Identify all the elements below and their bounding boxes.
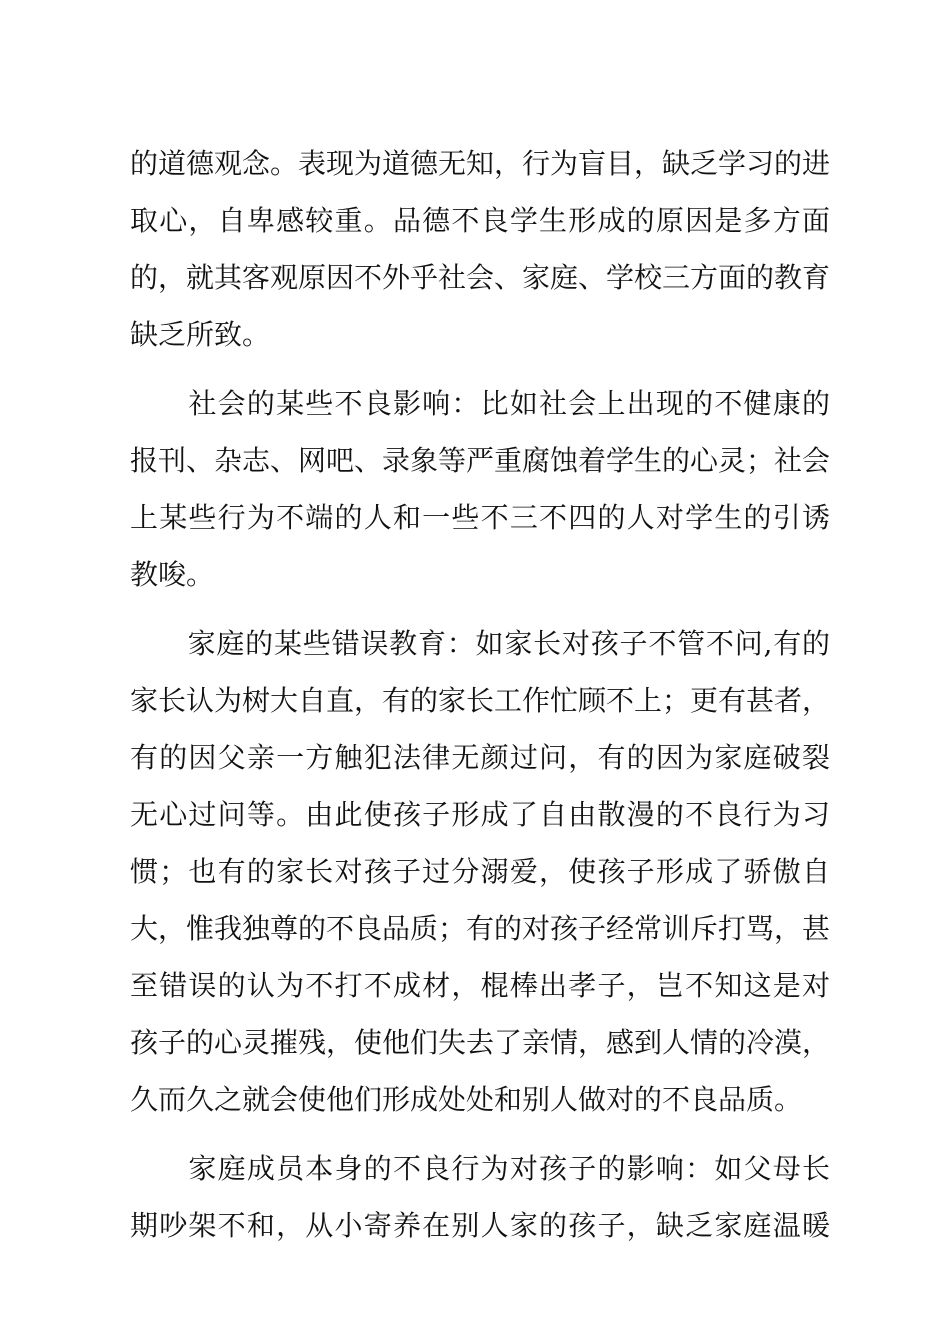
text-line: 大，惟我独尊的不良品质；有的对孩子经常训斥打骂，甚 xyxy=(130,912,830,945)
paragraph-2 xyxy=(130,375,830,603)
text-line: 的道德观念。表现为道德无知，行为盲目，缺乏学习的进 xyxy=(130,147,830,180)
paragraph-4 xyxy=(130,1140,830,1254)
paragraph-3 xyxy=(130,615,830,1128)
text-line: 家庭的某些错误教育：如家长对孩子不管不问,有的 xyxy=(130,627,830,660)
text-line: 报刊、杂志、网吧、录象等严重腐蚀着学生的心灵；社会 xyxy=(130,444,830,477)
text-line: 家长认为树大自直，有的家长工作忙顾不上；更有甚者， xyxy=(130,684,830,717)
text-line: 孩子的心灵摧残，使他们失去了亲情，感到人情的冷漠， xyxy=(130,1026,830,1059)
text-line: 家庭成员本身的不良行为对孩子的影响：如父母长 xyxy=(130,1152,830,1185)
paragraph-gap xyxy=(130,1128,830,1140)
text-line: 惯；也有的家长对孩子过分溺爱，使孩子形成了骄傲自 xyxy=(130,855,830,888)
body-text xyxy=(130,135,830,1254)
paragraph-1 xyxy=(130,135,830,363)
text-line: 久而久之就会使他们形成处处和别人做对的不良品质。 xyxy=(130,1083,803,1116)
text-line: 的，就其客观原因不外乎社会、家庭、学校三方面的教育 xyxy=(130,261,830,294)
text-line: 上某些行为不端的人和一些不三不四的人对学生的引诱 xyxy=(130,501,830,534)
paragraph-gap xyxy=(130,603,830,615)
text-line: 取心，自卑感较重。品德不良学生形成的原因是多方面 xyxy=(130,204,830,237)
text-line: 教唆。 xyxy=(130,558,215,591)
text-line: 期吵架不和，从小寄养在别人家的孩子，缺乏家庭温暖 xyxy=(130,1209,830,1242)
text-line: 有的因父亲一方触犯法律无颜过问，有的因为家庭破裂 xyxy=(130,741,830,774)
text-line: 社会的某些不良影响：比如社会上出现的不健康的 xyxy=(130,387,830,420)
text-line: 至错误的认为不打不成材，棍棒出孝子，岂不知这是对 xyxy=(130,969,830,1002)
text-line: 缺乏所致。 xyxy=(130,318,271,351)
paragraph-gap xyxy=(130,363,830,375)
text-line: 无心过问等。由此使孩子形成了自由散漫的不良行为习 xyxy=(130,798,830,831)
